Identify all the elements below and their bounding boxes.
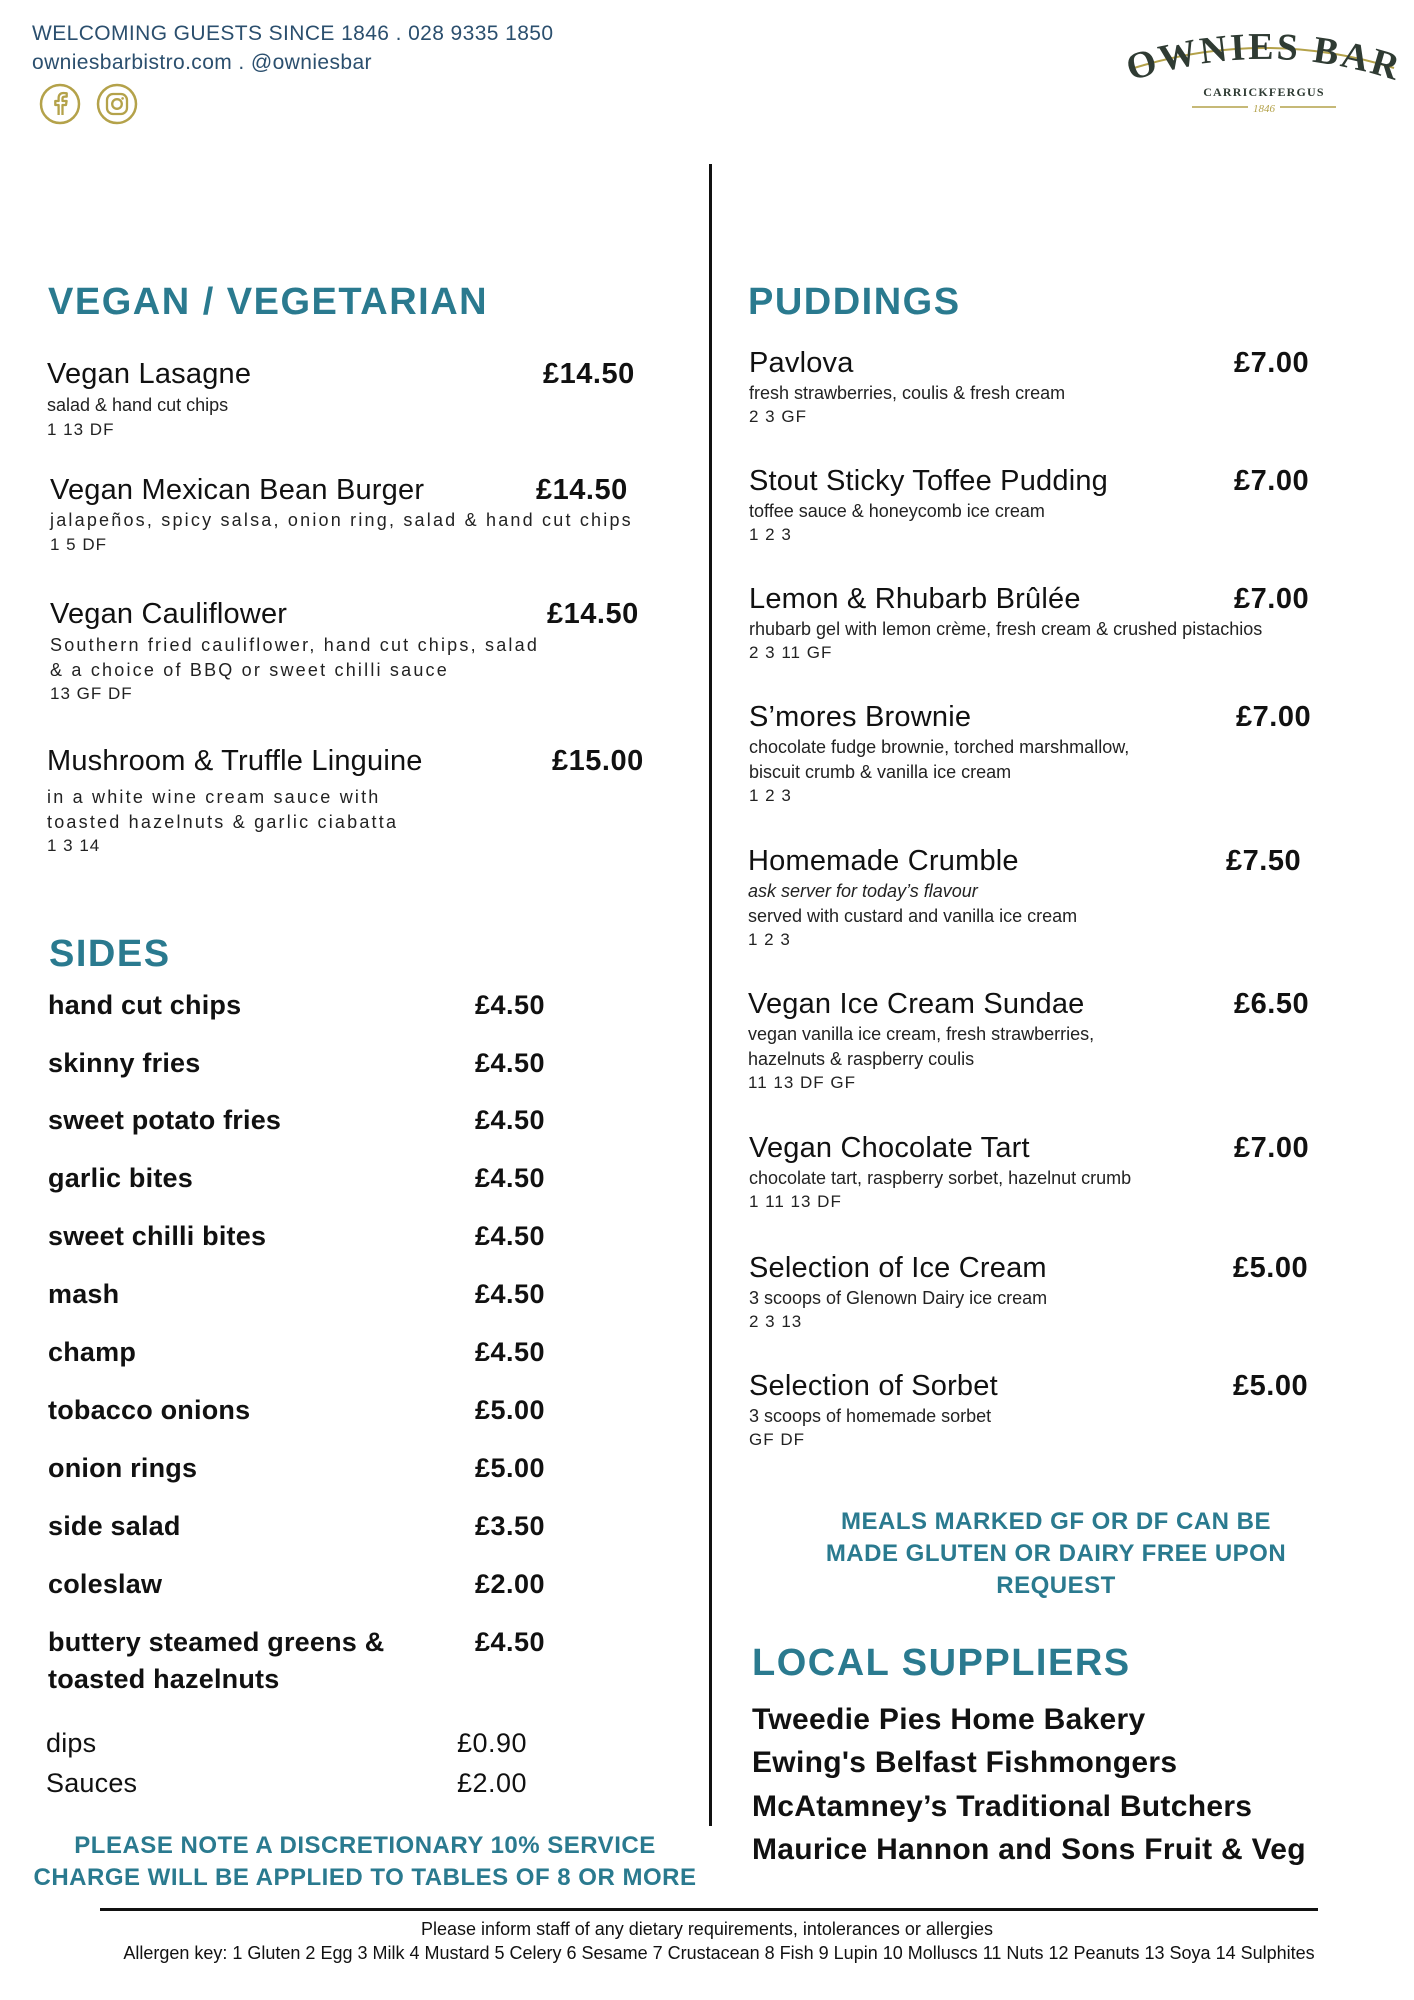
side-item-name: buttery steamed greens & (48, 1627, 385, 1657)
side-item-name: coleslaw (48, 1569, 163, 1599)
menu-item-description-2: biscuit crumb & vanilla ice cream (749, 762, 1012, 782)
menu-item-name: Stout Sticky Toffee Pudding (749, 465, 1109, 497)
sauces-name: Sauces (46, 1768, 138, 1798)
menu-item-description: in a white wine cream sauce with (47, 787, 381, 807)
side-item-name: garlic bites (48, 1163, 193, 1193)
side-item-name: sweet chilli bites (48, 1221, 267, 1251)
side-item-price: £2.00 (475, 1569, 546, 1599)
svg-text:1846: 1846 (1253, 103, 1275, 115)
sides-section-title: SIDES (49, 933, 171, 975)
menu-item-description: chocolate fudge brownie, torched marshmallow, (749, 737, 1130, 757)
side-item-price: £5.00 (475, 1453, 546, 1483)
dips-price: £0.90 (457, 1728, 528, 1758)
menu-item-description: salad & hand cut chips (47, 395, 229, 415)
menu-item-name: Vegan Cauliflower (50, 598, 288, 630)
side-item-price: £4.50 (475, 1163, 546, 1193)
menu-item-price: £14.50 (536, 474, 628, 506)
menu-item-allergens: 11 13 DF GF (748, 1073, 856, 1092)
menu-item-allergens: 1 2 3 (748, 930, 791, 949)
side-item-price: £4.50 (475, 1105, 546, 1135)
column-divider (709, 164, 712, 1826)
menu-item-price: £7.00 (1234, 1132, 1310, 1164)
menu-item-price: £7.50 (1226, 845, 1302, 877)
menu-item-description: 3 scoops of Glenown Dairy ice cream (749, 1288, 1048, 1308)
menu-item-description: chocolate tart, raspberry sorbet, hazelnut crumb (749, 1168, 1132, 1188)
menu-item-price: £7.00 (1234, 583, 1310, 615)
menu-item-description: ask server for today’s flavour (748, 881, 978, 901)
menu-item-description: fresh strawberries, coulis & fresh cream (749, 383, 1066, 403)
menu-item-price: £5.00 (1233, 1370, 1309, 1402)
menu-item-price: £7.00 (1234, 465, 1310, 497)
side-item-name: onion rings (48, 1453, 198, 1483)
menu-item-allergens: 2 3 GF (749, 407, 807, 426)
menu-item-allergens: 13 GF DF (50, 684, 133, 703)
menu-item-price: £6.50 (1234, 988, 1310, 1020)
dietary-note: Please inform staff of any dietary requirements, intolerances or allergies (421, 1919, 993, 1939)
menu-item-price: £14.50 (547, 598, 639, 630)
menu-item-description-2: served with custard and vanilla ice cream (748, 906, 1078, 926)
side-item-name-2: toasted hazelnuts (48, 1664, 280, 1694)
menu-item-price: £5.00 (1233, 1252, 1309, 1284)
dips-name: dips (46, 1728, 97, 1758)
side-item-name: sweet potato fries (48, 1105, 282, 1135)
side-item-name: mash (48, 1279, 120, 1309)
menu-item-name: Selection of Ice Cream (749, 1252, 1047, 1284)
menu-item-description-2: hazelnuts & raspberry coulis (748, 1049, 975, 1069)
menu-item-description: Southern fried cauliflower, hand cut chips, salad (50, 635, 540, 655)
menu-item-allergens: 1 2 3 (749, 525, 792, 544)
side-item-name: skinny fries (48, 1048, 201, 1078)
vegan-section-title: VEGAN / VEGETARIAN (48, 281, 489, 323)
sauces-price: £2.00 (457, 1768, 528, 1798)
menu-item-allergens: 1 11 13 DF (749, 1192, 842, 1211)
service-charge-notice (20, 1830, 710, 1894)
menu-item-price: £7.00 (1234, 347, 1310, 379)
facebook-icon[interactable] (38, 82, 82, 126)
footer-rule (100, 1908, 1318, 1911)
side-item-price: £5.00 (475, 1395, 546, 1425)
menu-item-description: rhubarb gel with lemon crème, fresh cream & crushed pistachios (749, 619, 1263, 639)
menu-item-name: Vegan Ice Cream Sundae (748, 988, 1085, 1020)
menu-item-description-2: & a choice of BBQ or sweet chilli sauce (50, 660, 449, 680)
supplier-item: McAtamney’s Traditional Butchers (752, 1790, 1253, 1823)
gf-df-line-2: MADE GLUTEN OR DAIRY FREE UPON (825, 1540, 1287, 1567)
side-item-price: £4.50 (475, 1221, 546, 1251)
menu-item-name: Mushroom & Truffle Linguine (47, 745, 423, 777)
side-item-price: £4.50 (475, 990, 546, 1020)
header-web-social: owniesbarbistro.com . @owniesbar (32, 51, 372, 74)
header-tagline: WELCOMING GUESTS SINCE 1846 . 028 9335 1850 (32, 22, 554, 45)
supplier-item: Ewing's Belfast Fishmongers (752, 1746, 1178, 1779)
menu-item-allergens: 1 2 3 (749, 786, 792, 805)
side-item-price: £4.50 (475, 1627, 546, 1657)
service-charge-line-2: CHARGE WILL BE APPLIED TO TABLES OF 8 OR MORE (33, 1864, 697, 1891)
menu-item-description: toffee sauce & honeycomb ice cream (749, 501, 1045, 521)
suppliers-section-title: LOCAL SUPPLIERS (752, 1642, 1131, 1684)
service-charge-line-1: PLEASE NOTE A DISCRETIONARY 10% SERVICE (74, 1832, 656, 1859)
menu-item-name: S’mores Brownie (749, 701, 972, 733)
menu-item-name: Pavlova (749, 347, 854, 379)
svg-text:OWNIES BAR: WNIES BA (1154, 25, 1376, 82)
menu-item-description-2: toasted hazelnuts & garlic ciabatta (47, 812, 399, 832)
menu-item-description: 3 scoops of homemade sorbet (749, 1406, 992, 1426)
menu-item-allergens: 1 5 DF (50, 535, 108, 554)
gf-df-line-3: REQUEST (996, 1572, 1116, 1599)
menu-item-description: jalapeños, spicy salsa, onion ring, salad & hand cut chips (50, 510, 633, 530)
gf-df-line-1: MEALS MARKED GF OR DF CAN BE (841, 1508, 1271, 1535)
menu-item-allergens: 1 3 14 (47, 836, 101, 855)
menu-item-name: Homemade Crumble (748, 845, 1019, 877)
menu-item-name: Selection of Sorbet (749, 1370, 998, 1402)
ownies-bar-logo (1128, 24, 1400, 120)
menu-item-price: £15.00 (552, 745, 644, 777)
supplier-item: Maurice Hannon and Sons Fruit & Veg (752, 1833, 1306, 1866)
allergen-key: Allergen key: 1 Gluten 2 Egg 3 Milk 4 Mustard 5 Celery 6 Sesame 7 Crustacean 8 Fish 9 Lupin 10 Molluscs 11 Nuts 12 Peanuts 13 Soya 14 Sulphites (123, 1943, 1315, 1963)
side-item-price: £4.50 (475, 1048, 546, 1078)
side-item-name: side salad (48, 1511, 181, 1541)
side-item-name: tobacco onions (48, 1395, 251, 1425)
menu-item-name: Lemon & Rhubarb Brûlée (749, 583, 1081, 615)
side-item-price: £4.50 (475, 1279, 546, 1309)
menu-item-allergens: 2 3 13 (749, 1312, 803, 1331)
menu-item-allergens: 2 3 11 GF (749, 643, 833, 662)
menu-item-price: £7.00 (1236, 701, 1312, 733)
puddings-section-title: PUDDINGS (748, 281, 961, 323)
supplier-item: Tweedie Pies Home Bakery (752, 1703, 1146, 1736)
svg-text:CARRICKFERGUS: CARRICKFERGUS (1203, 85, 1325, 99)
side-item-price: £3.50 (475, 1511, 546, 1541)
menu-item-name: Vegan Mexican Bean Burger (50, 474, 425, 506)
menu-item-name: Vegan Lasagne (47, 358, 252, 390)
gf-df-notice (756, 1506, 1356, 1602)
side-item-name: hand cut chips (48, 990, 242, 1020)
menu-item-description: vegan vanilla ice cream, fresh strawberries, (748, 1024, 1095, 1044)
menu-item-allergens: 1 13 DF (47, 420, 115, 439)
instagram-icon[interactable] (95, 82, 139, 126)
menu-item-name: Vegan Chocolate Tart (749, 1132, 1030, 1164)
menu-item-allergens: GF DF (749, 1430, 805, 1449)
side-item-name: champ (48, 1337, 137, 1367)
menu-item-price: £14.50 (543, 358, 635, 390)
side-item-price: £4.50 (475, 1337, 546, 1367)
